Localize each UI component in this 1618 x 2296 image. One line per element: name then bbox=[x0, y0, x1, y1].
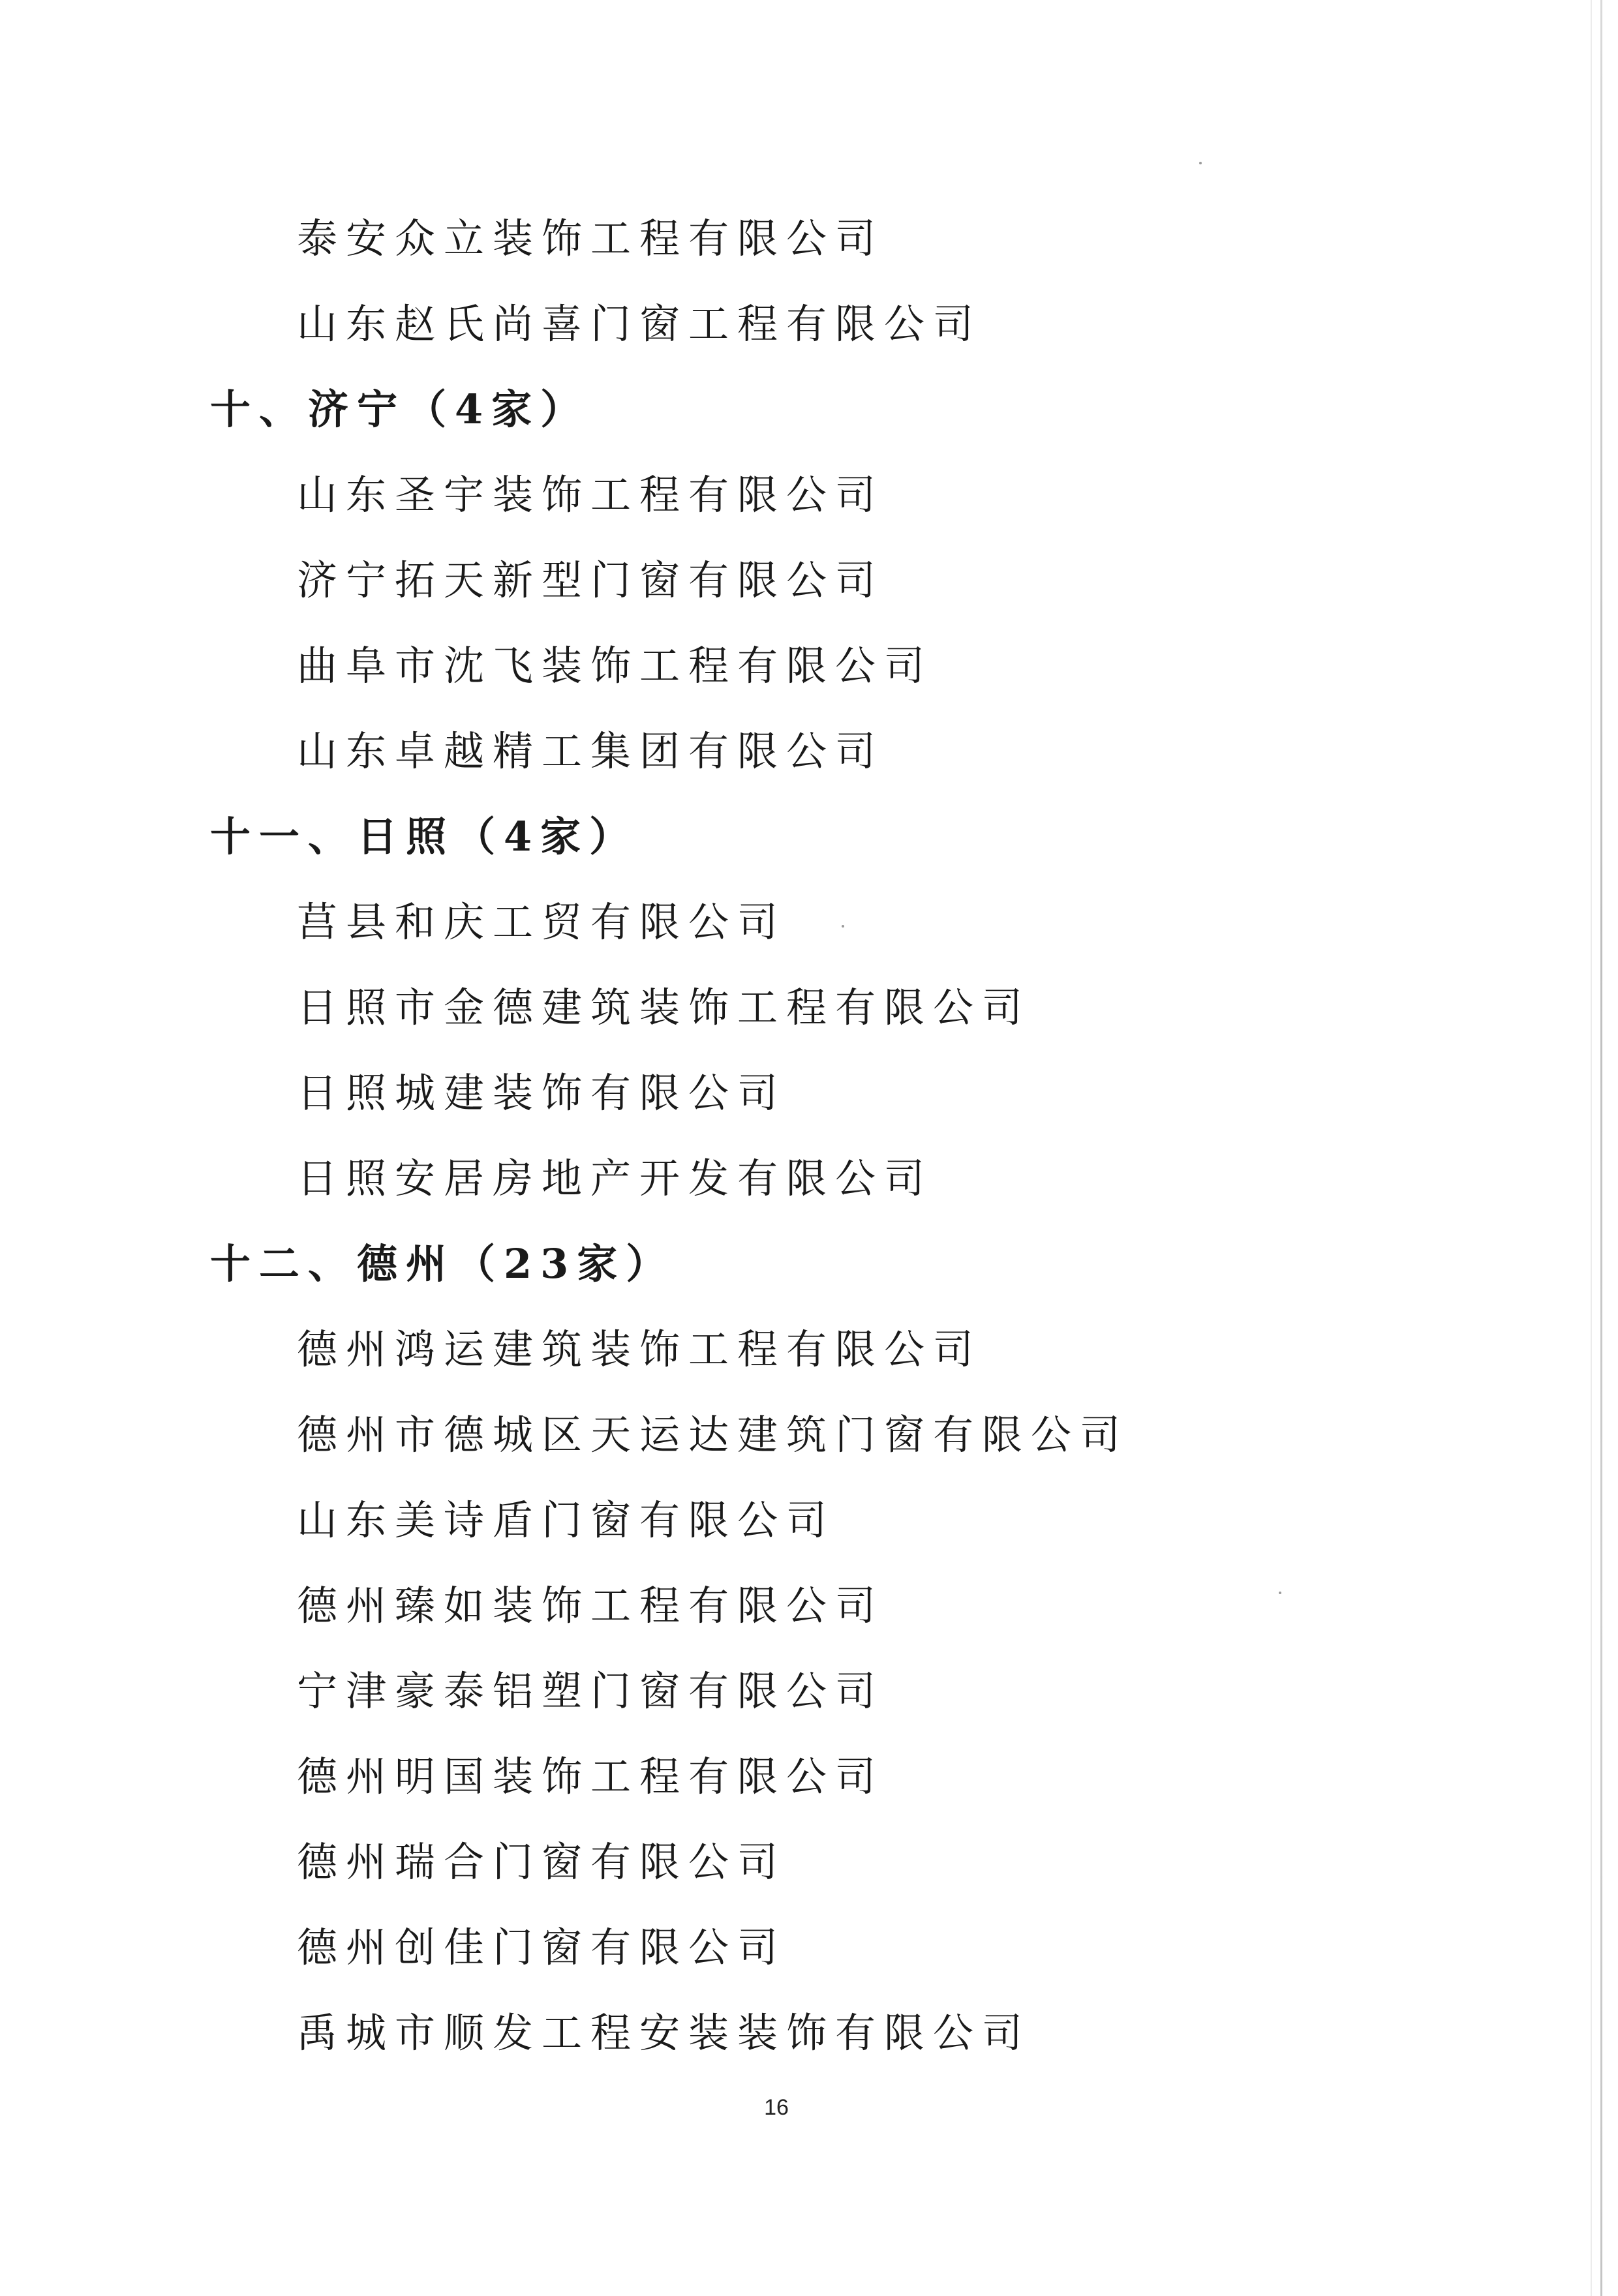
company-line: 德州创佳门窗有限公司 bbox=[297, 1924, 787, 1971]
company-line: 莒县和庆工贸有限公司 bbox=[297, 898, 787, 946]
company-line: 山东卓越精工集团有限公司 bbox=[297, 727, 885, 775]
company-line: 山东赵氏尚喜门窗工程有限公司 bbox=[297, 300, 983, 348]
company-line: 德州瑞合门窗有限公司 bbox=[297, 1838, 787, 1886]
company-line: 德州明国装饰工程有限公司 bbox=[297, 1753, 885, 1800]
company-line: 德州鸿运建筑装饰工程有限公司 bbox=[297, 1325, 983, 1373]
company-line: 山东圣宇装饰工程有限公司 bbox=[297, 471, 885, 519]
company-line: 禹城市顺发工程安装装饰有限公司 bbox=[297, 2009, 1031, 2057]
company-line: 德州市德城区天运达建筑门窗有限公司 bbox=[297, 1411, 1129, 1458]
company-line: 德州臻如装饰工程有限公司 bbox=[297, 1582, 885, 1629]
section-heading: 十、济宁（4家） bbox=[210, 385, 590, 433]
company-line: 济宁拓天新型门窗有限公司 bbox=[297, 556, 885, 604]
company-line: 日照市金德建筑装饰工程有限公司 bbox=[297, 984, 1031, 1031]
company-line: 宁津豪泰铝塑门窗有限公司 bbox=[297, 1667, 885, 1715]
company-line: 日照安居房地产开发有限公司 bbox=[297, 1155, 934, 1202]
company-line: 日照城建装饰有限公司 bbox=[297, 1069, 787, 1117]
page-number: 16 bbox=[764, 2095, 789, 2120]
company-line: 曲阜市沈飞装饰工程有限公司 bbox=[297, 642, 934, 689]
company-line: 山东美诗盾门窗有限公司 bbox=[297, 1496, 836, 1544]
company-list bbox=[0, 196, 1618, 2076]
company-line: 泰安众立装饰工程有限公司 bbox=[297, 215, 885, 262]
section-heading: 十二、德州（23家） bbox=[210, 1240, 675, 1288]
scan-speck bbox=[1199, 162, 1202, 164]
section-heading: 十一、日照（4家） bbox=[210, 813, 639, 860]
